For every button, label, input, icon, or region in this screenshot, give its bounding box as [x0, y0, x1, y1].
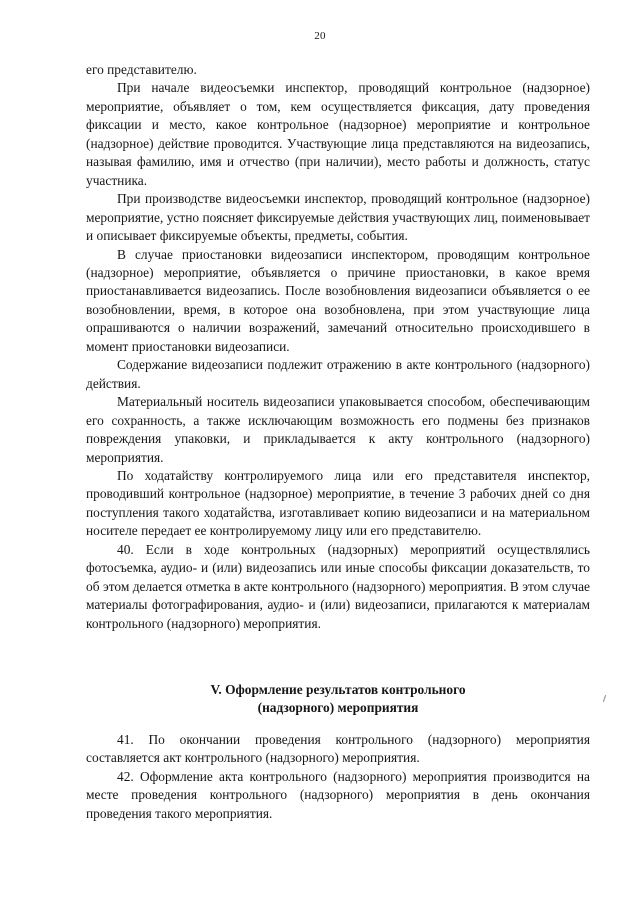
- paragraph-video-start: При начале видеосъемки инспектор, проводящий контрольное (надзорное) мероприятие, объявляет о том, кем осуществляется фиксация, дату проведения фиксации и место, какое контрольное (надзорное) мероприятие и контрольное (надзорное) действие проводится. Участвующие лица представляются на видеозапись, называя фамилию, имя и отчество (при наличии), место работы и должность, статус участника.: [86, 80, 590, 188]
- section-body-text: [86, 731, 590, 823]
- section-heading: [86, 681, 590, 717]
- paragraph-video-copy: По ходатайству контролируемого лица или его представителя инспектор, проводивший контрольное (надзорное) мероприятие, в течение 3 рабочих дней со дня поступления такого ходатайства, изготавливает копию видеозаписи и на материальном носителе передает ее контролируемому лицу или его представителю.: [86, 467, 590, 539]
- paragraph-item-42: 42. Оформление акта контрольного (надзорного) мероприятия производится на месте проведения контрольного (надзорного) мероприятия в день окончания проведения такого мероприятия.: [86, 768, 590, 821]
- paragraph-video-production: При производстве видеосъемки инспектор, проводящий контрольное (надзорное) мероприятие, устно поясняет фиксируемые действия участвующих лиц, поименовывает и описывает фиксируемые объекты, предметы, события.: [86, 191, 590, 244]
- page-number: 20: [314, 30, 326, 42]
- paragraph-item-41: 41. По окончании проведения контрольного (надзорного) мероприятия составляется акт контрольного (надзорного) мероприятия.: [86, 732, 590, 766]
- paragraph-video-content: Содержание видеозаписи подлежит отражению в акте контрольного (надзорного) действия.: [86, 357, 590, 391]
- paragraph-video-pause: В случае приостановки видеозаписи инспектором, проводящим контрольное (надзорное) мероприятие, объявляется о причине приостановки, в какое время приостанавливается видеозапись. После возобновления видеозаписи объявляется о ее возобновлении, время, в которое она возобновлена, при этом участвующие лица опрашиваются о наличии возражений, замечаний относительно происходившего в момент приостановки видеозаписи.: [86, 246, 590, 354]
- section-heading-line-2: (надзорного) мероприятия: [257, 700, 419, 715]
- body-text: [86, 61, 590, 633]
- paragraph-continuation: его представителю.: [86, 62, 197, 77]
- paragraph-item-40: 40. Если в ходе контрольных (надзорных) мероприятий осуществлялись фотосъемка, аудио- и (или) видеозапись или иные способы фиксации доказательств, то об этом делается отметка в акте контрольного (надзорного) мероприятия. В этом случае материалы фотографирования, аудио- и (или) видеозаписи, прилагаются к материалам контрольного (надзорного) мероприятия.: [86, 541, 590, 631]
- paragraph-video-medium: Материальный носитель видеозаписи упаковывается способом, обеспечивающим его сохранность, а также исключающим возможность его подмены без признаков повреждения упаковки, и прикладывается к акту контрольного (надзорного) мероприятия.: [86, 394, 590, 465]
- section-heading-line-1: V. Оформление результатов контрольного: [210, 682, 466, 697]
- margin-mark: [603, 695, 606, 702]
